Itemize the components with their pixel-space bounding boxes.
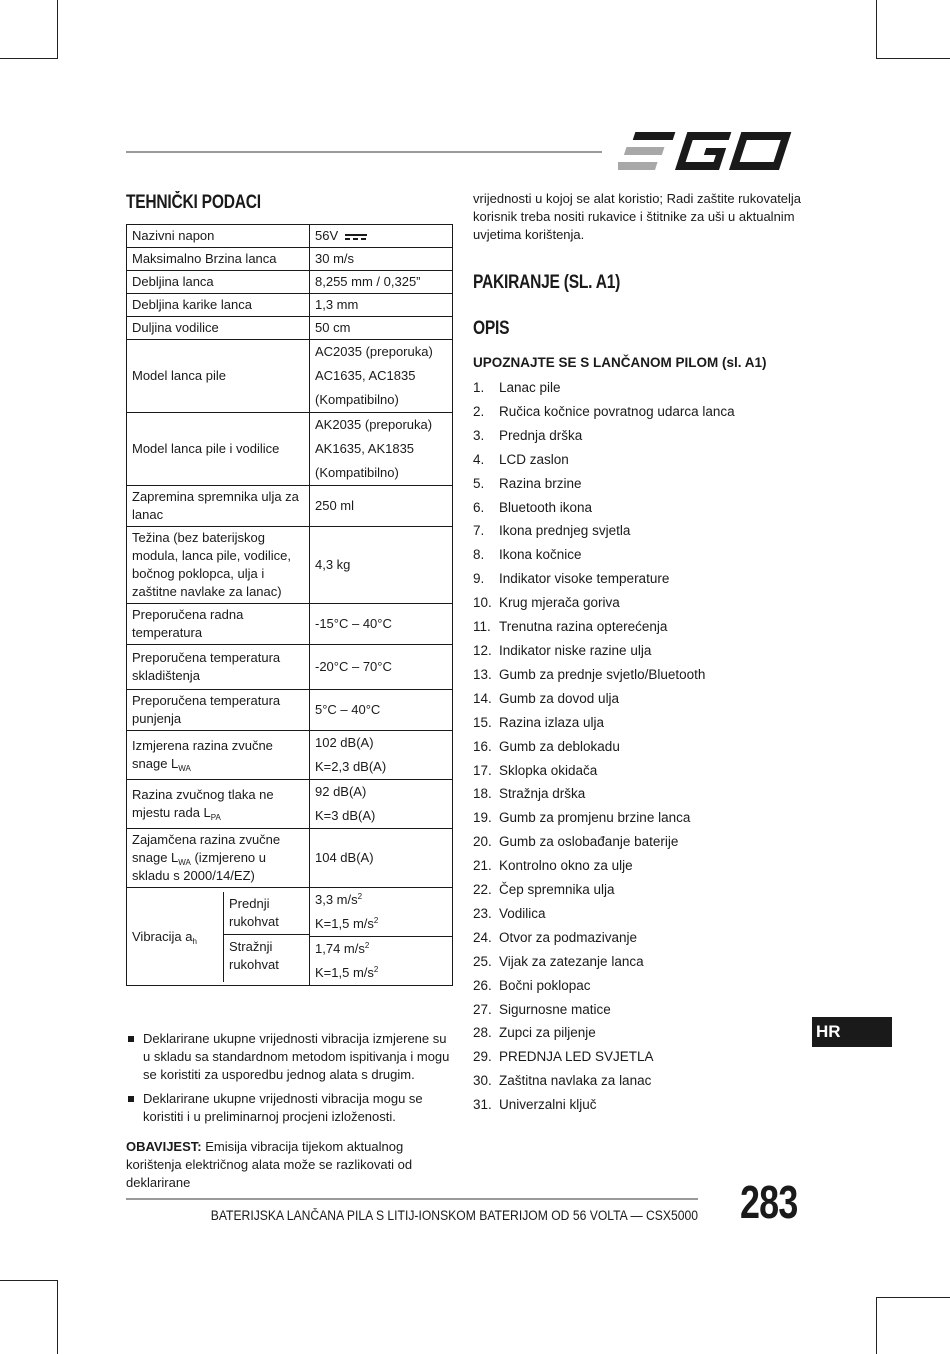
spec-value: -20°C – 70°C — [310, 645, 453, 690]
spec-value: 92 dB(A) K=3 dB(A) — [310, 780, 453, 829]
table-row — [127, 829, 453, 888]
spec-value: 4,3 kg — [310, 527, 453, 604]
list-item: 22. Čep spremnika ulja — [473, 882, 615, 898]
list-item: Deklarirane ukupne vrijednosti vibracija izmjerene su u skladu sa standardnom metodom ispitivanja i mogu se koristiti za usporedbu jednog alata s drugim. — [126, 1030, 454, 1084]
crop-mark — [876, 58, 950, 59]
crop-mark — [876, 1297, 877, 1354]
language-tab: HR — [812, 1017, 892, 1047]
list-item: 8. Ikona kočnice — [473, 547, 582, 563]
parts-list — [473, 376, 735, 1117]
crop-mark — [57, 0, 58, 58]
crop-mark — [57, 1280, 58, 1354]
spec-value: 104 dB(A) — [310, 829, 453, 888]
list-item: 14. Gumb za dovod ulja — [473, 690, 620, 706]
list-item: 15. Razina izlaza ulja — [473, 714, 605, 730]
list-item: 2. Ručica kočnice povratnog udarca lanca — [473, 403, 735, 419]
list-item: 3. Prednja drška — [473, 427, 583, 443]
spec-label: Model lanca pile — [127, 340, 310, 413]
spec-label: Debljina karike lanca — [127, 294, 310, 317]
table-row — [127, 604, 453, 645]
crop-mark — [876, 0, 877, 58]
list-item: 29. PREDNJA LED SVJETLA — [473, 1049, 654, 1065]
spec-label: Nazivni napon — [127, 225, 310, 248]
ego-logo — [618, 130, 800, 172]
list-item: 17. Sklopka okidača — [473, 762, 598, 778]
list-item: 28. Zupci za piljenje — [473, 1025, 596, 1041]
vibration-rear-label: Stražnji rukohvat — [224, 934, 309, 982]
bullet-square-icon — [128, 1036, 134, 1042]
footer-text: BATERIJSKA LANČANA PILA S LITIJ-IONSKOM BATERIJOM OD 56 VOLTA — CSX5000 — [210, 1208, 698, 1223]
footer-rule — [126, 1198, 698, 1200]
list-item: 18. Stražnja drška — [473, 786, 586, 802]
list-item: 1. Lanac pile — [473, 380, 561, 395]
list-item: 31. Univerzalni ključ — [473, 1097, 597, 1113]
list-item: 21. Kontrolno okno za ulje — [473, 858, 633, 874]
list-item: 20. Gumb za oslobađanje baterije — [473, 834, 679, 850]
list-item: 7. Ikona prednjeg svjetla — [473, 523, 631, 539]
spec-value: 5°C – 40°C — [310, 690, 453, 731]
list-item: 30. Zaštitna navlaka za lanac — [473, 1073, 652, 1089]
dc-symbol-icon — [345, 234, 367, 240]
table-row — [127, 413, 453, 486]
spec-label: Razina zvučnog tlaka ne mjestu rada $L_{PA}$ — [127, 780, 310, 829]
subheading: UPOZNAJTE SE S LANČANOM PILOM (sl. A1) — [473, 355, 767, 370]
spec-value: 250 ml — [310, 486, 453, 527]
spec-value: 8,255 mm / 0,325” — [310, 271, 453, 294]
spec-label: Model lanca pile i vodilice — [127, 413, 310, 486]
notice-paragraph: OBAVIJEST: Emisija vibracija tijekom aktualnog korištenja električnog alata može se razlikovati od deklarirane — [126, 1139, 413, 1190]
spec-label: Duljina vodilice — [127, 317, 310, 340]
spec-label: Težina (bez baterijskog modula, lanca pile, vodilice, bočnog poklopca, ulja i zaštitne navlake za lanac) — [127, 527, 310, 604]
table-row — [127, 248, 453, 271]
list-item: Deklarirane ukupne vrijednosti vibracija mogu se koristiti i u preliminarnoj procjeni izloženosti. — [126, 1090, 454, 1126]
spec-label: Debljina lanca — [127, 271, 310, 294]
spec-value: 3,3 $m/s^2$ K=1,5 $m/s^2$ 1,74 $m/s^2$ K=1,5 $m/s^2$ — [310, 888, 453, 986]
list-item: 11. Trenutna razina opterećenja — [473, 619, 668, 635]
table-row — [127, 780, 453, 829]
spec-label: Zapremina spremnika ulja za lanac — [127, 486, 310, 527]
list-item: 16. Gumb za deblokadu — [473, 738, 620, 754]
spec-value: 30 m/s — [310, 248, 453, 271]
spec-label: Preporučena radna temperatura — [127, 604, 310, 645]
spec-value: AC2035 (preporuka) AC1635, AC1835 (Kompatibilno) — [310, 340, 453, 413]
list-item: 9. Indikator visoke temperature — [473, 571, 670, 587]
bullet-square-icon — [128, 1096, 134, 1102]
crop-mark — [876, 1297, 950, 1298]
crop-mark — [0, 1280, 58, 1281]
spec-label: Preporučena temperatura skladištenja — [127, 645, 310, 690]
spec-value: AK2035 (preporuka) AK1635, AK1835 (Kompatibilno) — [310, 413, 453, 486]
table-row — [127, 294, 453, 317]
page-number: 283 — [740, 1176, 798, 1228]
list-item: 24. Otvor za podmazivanje — [473, 929, 638, 945]
table-row — [127, 731, 453, 780]
table-row — [127, 225, 453, 248]
crop-mark — [0, 58, 58, 59]
header-rule — [126, 151, 602, 153]
list-item: 25. Vijak za zatezanje lanca — [473, 953, 644, 969]
list-item: 13. Gumb za prednje svjetlo/Bluetooth — [473, 666, 706, 682]
spec-value: -15°C – 40°C — [310, 604, 453, 645]
table-row — [127, 690, 453, 731]
table-row — [127, 645, 453, 690]
table-row — [127, 317, 453, 340]
table-row — [127, 271, 453, 294]
vibration-front-label: Prednji rukohvat — [229, 895, 279, 929]
spec-value: 50 cm — [310, 317, 453, 340]
table-row — [127, 527, 453, 604]
spec-value: 1,3 mm — [310, 294, 453, 317]
list-item: 19. Gumb za promjenu brzine lanca — [473, 810, 691, 826]
list-item: 23. Vodilica — [473, 905, 546, 921]
vibration-notes — [126, 1030, 454, 1132]
table-row — [127, 340, 453, 413]
spec-label: Vibracija $a_h$ Prednji rukohvat Stražnji rukohvat — [127, 888, 310, 986]
spec-table — [126, 224, 453, 986]
list-item: 4. LCD zaslon — [473, 451, 569, 467]
list-item: 12. Indikator niske razine ulja — [473, 642, 652, 658]
list-item: 10. Krug mjerača goriva — [473, 595, 620, 611]
list-item: 26. Bočni poklopac — [473, 977, 591, 993]
intro-paragraph: vrijednosti u kojoj se alat koristio; Radi zaštite rukovatelja korisnik treba nositi rukavice i štitnike za uši u aktualnim uvjetima korištenja. — [473, 191, 802, 242]
list-item: 27. Sigurnosne matice — [473, 1001, 611, 1017]
table-row — [127, 486, 453, 527]
section-title-tech-data: TEHNIČKI PODACI — [126, 192, 261, 213]
table-row — [127, 888, 453, 986]
spec-label: Maksimalno Brzina lanca — [127, 248, 310, 271]
spec-label: Preporučena temperatura punjenja — [127, 690, 310, 731]
spec-label: Zajamčena razina zvučne snage $L_{WA}$ (izmjereno u skladu s 2000/14/EZ) — [127, 829, 310, 888]
section-title-packing: PAKIRANJE (SL. A1) — [473, 272, 621, 293]
spec-label: Izmjerena razina zvučne snage $L_{WA}$ — [127, 731, 310, 780]
section-title-description: OPIS — [473, 318, 510, 339]
list-item: 6. Bluetooth ikona — [473, 499, 593, 515]
spec-value: 56V — [310, 225, 453, 248]
spec-value: 102 dB(A) K=2,3 dB(A) — [310, 731, 453, 780]
list-item: 5. Razina brzine — [473, 475, 582, 491]
